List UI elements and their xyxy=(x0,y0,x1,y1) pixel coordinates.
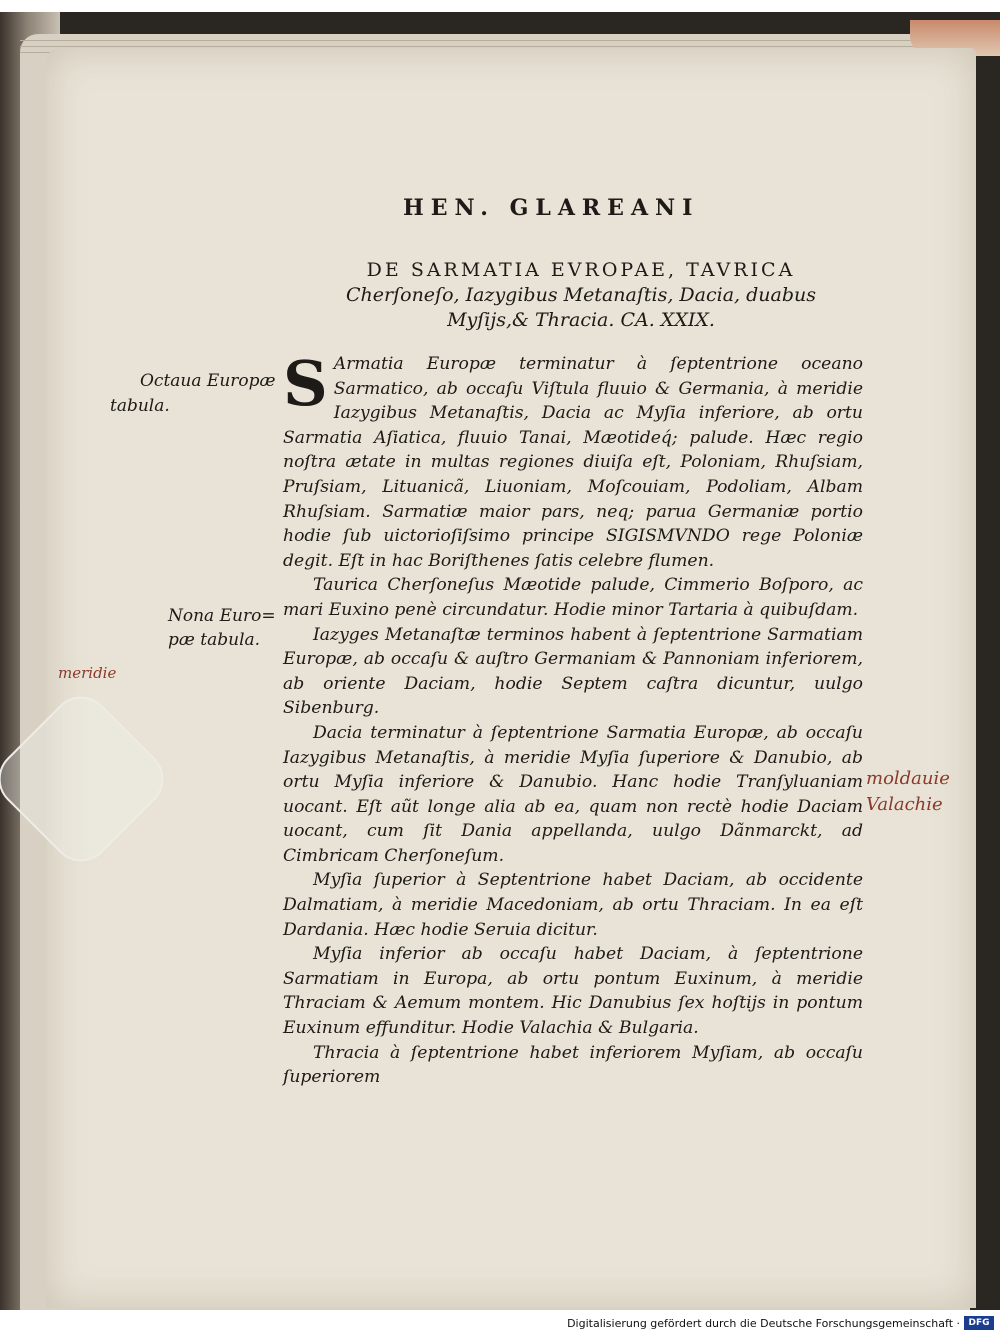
page-edge-line xyxy=(20,46,970,47)
chapter-title-line-3: Myſijs,& Thracia. CA. XXIX. xyxy=(447,309,715,331)
handwritten-note-right-1: moldauie xyxy=(866,768,950,789)
funding-credit: Digitalisierung gefördert durch die Deutsche Forschungsgemeinschaft · xyxy=(567,1317,960,1330)
margin-note-nona: Nona Euro= xyxy=(168,606,276,626)
dfg-logo: DFG xyxy=(964,1316,994,1330)
chapter-title-line-1: DE SARMATIA EVROPAE, TAVRICA xyxy=(366,259,796,281)
paragraph-sarmatia xyxy=(283,347,863,573)
handwritten-note-left: meridie xyxy=(58,664,117,682)
body-text xyxy=(283,347,863,1090)
margin-note-octaua: Octaua Europæ xyxy=(140,371,276,391)
footer-bar xyxy=(0,1312,1000,1336)
drop-cap: S xyxy=(283,347,328,420)
paragraph-mysia-inferior: Myſia inferior ab occaſu habet Daciam, à ſeptentrione Sarmatiam in Europa, ab ortu pontum Euxinum, à meridie Thraciam & Aemum montem. Hic Danubius ſex hoſtijs in pontum Euxinum effunditur. Hodie Valachia & Bulgaria. xyxy=(283,944,863,1039)
paragraph-thracia: Thracia à ſeptentrione habet inferiorem Myſiam, ab occaſu ſuperiorem xyxy=(283,1042,863,1088)
paragraph-text: Armatia Europæ terminatur à ſeptentrione oceano Sarmatico, ab occaſu Viſtula fluuio & Germania, à meridie Iazygibus Metanaſtis, Dacia ac Myſia inferiore, ab ortu Sarmatia Aſiatica, fluuio Tanai, Mæotideq́; palude. Hæc regio noſtra ætate in multas regiones diuiſa eſt, Poloniam, Rhuſsiam, Pruſsiam, Lituanicã, Liuoniam, Moſcouiam, Podoliam, Albam Rhuſsiam. Sarmatiæ maior pars, neq; parua Germaniæ portio hodie ſub uictorioſiſsimo principe SIGISMVNDO rege Poloniæ degit. Eſt in hac Boriſthenes ſatis celebre flumen. xyxy=(283,354,863,571)
handwritten-note-right-2: Valachie xyxy=(866,794,943,815)
paragraph-mysia-superior: Myſia ſuperior à Septentrione habet Daciam, ab occidente Dalmatiam, à meridie Macedoniam, ab ortu Thraciam. In ea eſt Dardania. Hæc hodie Seruia dicitur. xyxy=(283,870,863,940)
page-scan xyxy=(0,12,1000,1310)
paragraph-dacia: Dacia terminatur à ſeptentrione Sarmatia Europæ, ab occaſu Iazygibus Metanaſtis, à meridie Myſia ſuperiore & Danubio, ab ortu Myſia inferiore & Danubio. Hanc hodie Tranſyluaniam uocant. Eſt aũt longe alia ab ea, quam non rectè hodie Daciam uocant, cum ſit Dania appellanda, uulgo Dãnmarckt, ad Cimbricam Cherſoneſum. xyxy=(283,722,863,866)
paragraph-iazyges: Iazyges Metanaſtæ terminos habent à ſeptentrione Sarmatiam Europæ, ab occaſu & auſtro Germaniam & Pannoniam inferiorem, ab oriente Daciam, hodie Septem caſtra dicuntur, uulgo Sibenburg. xyxy=(283,624,863,719)
running-head: HEN. GLAREANI xyxy=(403,195,700,221)
margin-note-nona-tabula: pæ tabula. xyxy=(168,630,261,650)
page-edge-line xyxy=(20,40,970,41)
chapter-title-line-2: Cherſoneſo, Iazygibus Metanaſtis, Dacia, duabus xyxy=(346,284,816,306)
margin-note-octaua-tabula: tabula. xyxy=(110,396,170,416)
paragraph-taurica: Taurica Cherſoneſus Mæotide palude, Cimmerio Boſporo, ac mari Euxino penè circundatur. Hodie minor Tartaria à quibuſdam. xyxy=(283,575,863,620)
